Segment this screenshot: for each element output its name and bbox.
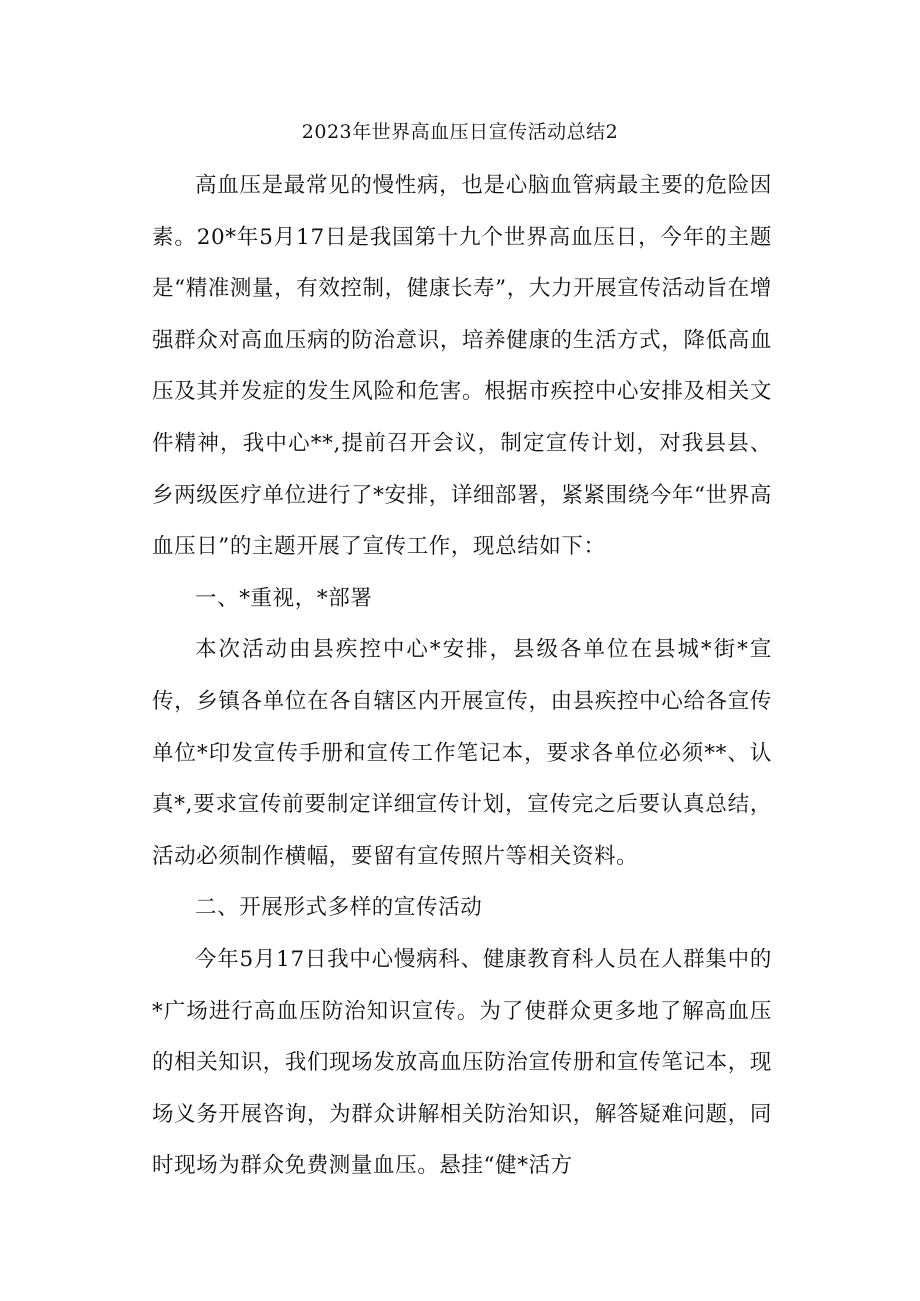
document-title: 2023年世界高血压日宣传活动总结2	[301, 121, 619, 143]
section-heading-1: 一、*重视，*部署	[195, 585, 373, 611]
section-heading-2: 二、开展形式多样的宣传活动	[195, 895, 483, 921]
document-body	[152, 160, 772, 1192]
paragraph-arrangement: 本次活动由县疾控中心*安排，县级各单位在县城*街*宣传，乡镇各单位在各自辖区内开展宣传，由县疾控中心给各宣传单位*印发宣传手册和宣传工作笔记本，要求各单位必须**、认真*,要求宣传前要制定详细宣传计划，宣传完之后要认真总结，活动必须制作横幅，要留有宣传照片等相关资料。	[152, 637, 772, 869]
paragraph-activities: 今年5月17日我中心慢病科、健康教育科人员在人群集中的*广场进行高血压防治知识宣传。为了使群众更多地了解高血压的相关知识，我们现场发放高血压防治宣传册和宣传笔记本，现场义务开展咨询，为群众讲解相关防治知识，解答疑难问题，同时现场为群众免费测量血压。悬挂“健*活方	[152, 946, 772, 1179]
paragraph-intro: 高血压是最常见的慢性病，也是心脑血管病最主要的危险因素。20*年5月17日是我国第十九个世界高血压日，今年的主题是“精准测量，有效控制，健康长寿”，大力开展宣传活动旨在增强群众对高血压病的防治意识，培养健康的生活方式，降低高血压及其并发症的发生风险和危害。根据市疾控中心安排及相关文件精神，我中心**,提前召开会议，制定宣传计划，对我县县、乡两级医疗单位进行了*安排，详细部署，紧紧围绕今年“世界高血压日”的主题开展了宣传工作，现总结如下：	[152, 173, 772, 560]
